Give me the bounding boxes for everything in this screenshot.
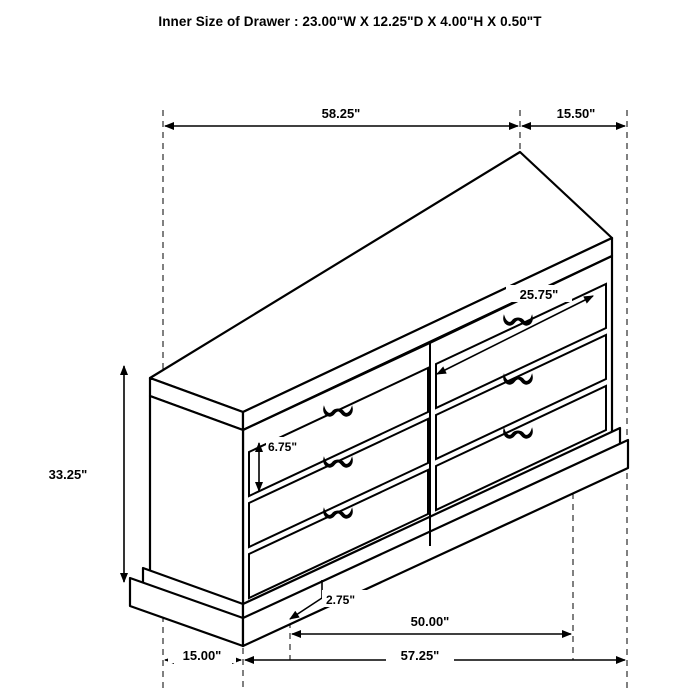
dim-drawer-height-label: 6.75" — [268, 440, 298, 454]
dim-side-depth-label: 15.00" — [182, 648, 222, 663]
dim-overall-height-label: 33.25" — [48, 467, 88, 482]
dim-top-width-label: 58.25" — [321, 106, 361, 121]
dim-overall-width-label: 57.25" — [400, 648, 440, 663]
dim-top-depth-label: 15.50" — [556, 106, 596, 121]
page-title: Inner Size of Drawer : 23.00"W X 12.25"D X 4.00"H X 0.50"T — [158, 14, 542, 29]
dim-diagonal-label: 25.75" — [519, 287, 559, 302]
dim-base-label: 2.75" — [326, 593, 356, 607]
dim-bank-width-label: 50.00" — [410, 614, 450, 629]
